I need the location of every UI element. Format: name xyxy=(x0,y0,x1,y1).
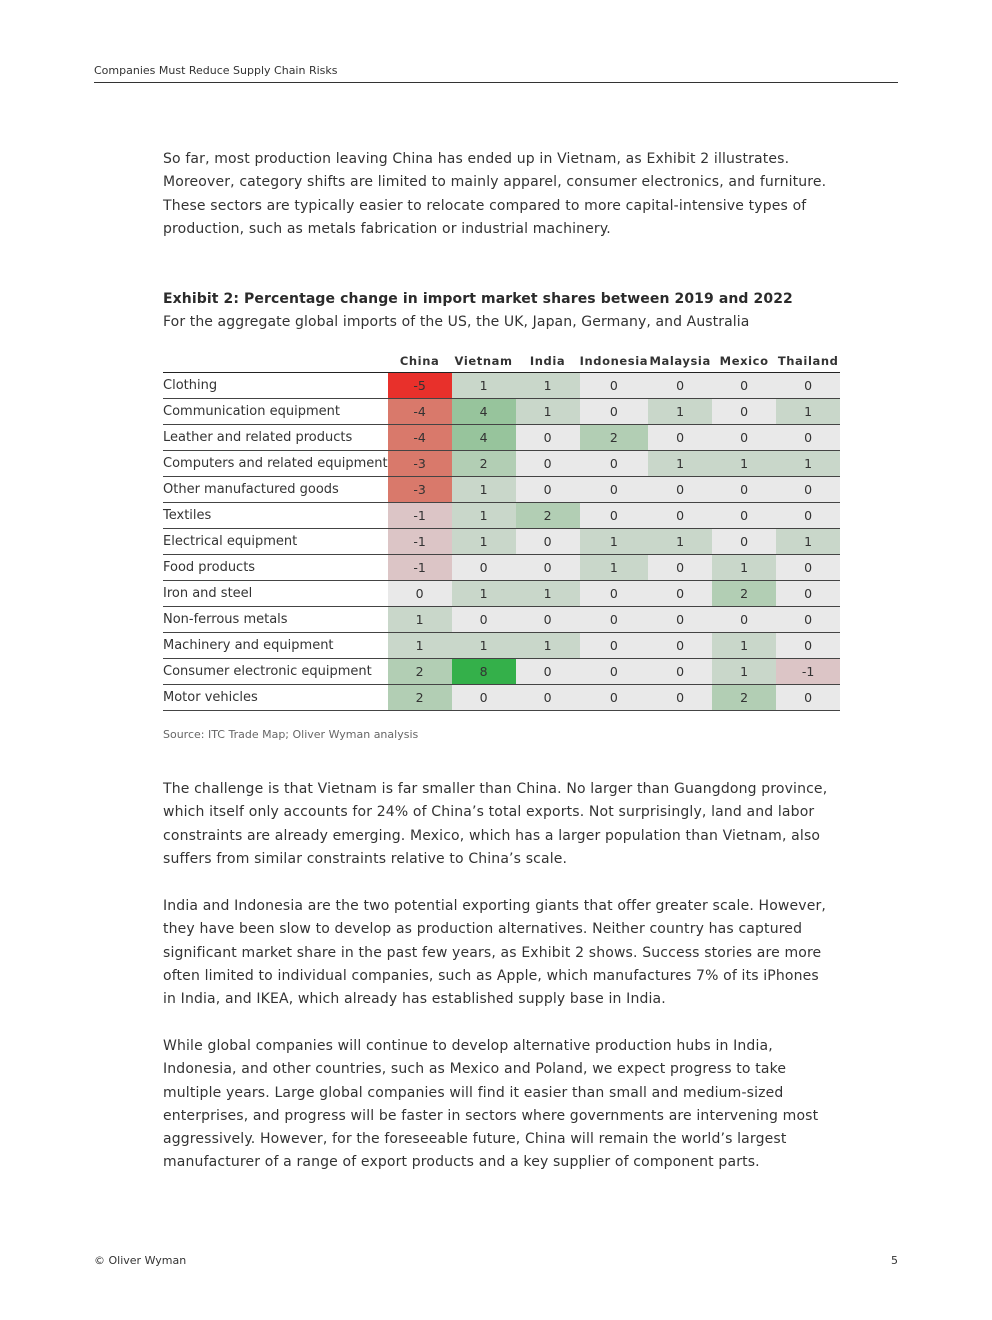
table-row xyxy=(163,451,840,477)
value-cell-indonesia: 0 xyxy=(580,503,649,529)
value-cell-china: 0 xyxy=(388,581,452,607)
table-row xyxy=(163,477,840,503)
paragraph-vietnam-scale: The challenge is that Vietnam is far smaller than China. No larger than Guangdong province, which itself only accounts for 24% of China’s total exports. Not surprisingly, land and labor constraints are already emerging. Mexico, which has a larger population than Vietnam, also suffers from similar constraints relative to China’s scale. xyxy=(163,781,828,867)
value-cell-china: 2 xyxy=(388,685,452,711)
value-cell-malaysia: 1 xyxy=(648,451,712,477)
value-cell-vietnam: 1 xyxy=(452,477,516,503)
value-cell-malaysia: 1 xyxy=(648,399,712,425)
value-cell-malaysia: 0 xyxy=(648,607,712,633)
value-cell-malaysia: 0 xyxy=(648,633,712,659)
column-header-mexico: Mexico xyxy=(712,350,776,373)
value-cell-china: -4 xyxy=(388,399,452,425)
table-row xyxy=(163,399,840,425)
market-share-table xyxy=(163,350,840,711)
value-cell-india: 2 xyxy=(516,503,580,529)
value-cell-indonesia: 0 xyxy=(580,607,649,633)
value-cell-india: 1 xyxy=(516,633,580,659)
value-cell-china: 1 xyxy=(388,607,452,633)
column-header-india: India xyxy=(516,350,580,373)
value-cell-mexico: 1 xyxy=(712,451,776,477)
value-cell-india: 0 xyxy=(516,685,580,711)
value-cell-mexico: 0 xyxy=(712,399,776,425)
value-cell-thailand: -1 xyxy=(776,659,840,685)
row-label: Consumer electronic equipment xyxy=(163,659,388,685)
row-label: Electrical equipment xyxy=(163,529,388,555)
value-cell-malaysia: 0 xyxy=(648,659,712,685)
table-row xyxy=(163,581,840,607)
value-cell-india: 1 xyxy=(516,581,580,607)
exhibit-title: Exhibit 2: Percentage change in import market shares between 2019 and 2022 xyxy=(163,291,793,307)
value-cell-malaysia: 0 xyxy=(648,425,712,451)
value-cell-mexico: 0 xyxy=(712,425,776,451)
page-number: 5 xyxy=(891,1254,898,1267)
value-cell-india: 0 xyxy=(516,607,580,633)
value-cell-china: 2 xyxy=(388,659,452,685)
source-note: Source: ITC Trade Map; Oliver Wyman analysis xyxy=(163,728,419,741)
table-row xyxy=(163,373,840,399)
value-cell-malaysia: 0 xyxy=(648,685,712,711)
value-cell-indonesia: 0 xyxy=(580,451,649,477)
value-cell-malaysia: 0 xyxy=(648,503,712,529)
value-cell-india: 0 xyxy=(516,529,580,555)
value-cell-vietnam: 4 xyxy=(452,425,516,451)
value-cell-malaysia: 0 xyxy=(648,373,712,399)
value-cell-china: -3 xyxy=(388,451,452,477)
value-cell-vietnam: 1 xyxy=(452,373,516,399)
row-label: Machinery and equipment xyxy=(163,633,388,659)
value-cell-indonesia: 0 xyxy=(580,477,649,503)
column-header-malaysia: Malaysia xyxy=(648,350,712,373)
value-cell-thailand: 0 xyxy=(776,373,840,399)
value-cell-mexico: 0 xyxy=(712,477,776,503)
value-cell-vietnam: 0 xyxy=(452,555,516,581)
value-cell-thailand: 0 xyxy=(776,555,840,581)
exhibit-subtitle: For the aggregate global imports of the US, the UK, Japan, Germany, and Australia xyxy=(163,314,750,330)
value-cell-india: 0 xyxy=(516,659,580,685)
row-label: Leather and related products xyxy=(163,425,388,451)
value-cell-india: 0 xyxy=(516,477,580,503)
table-row xyxy=(163,633,840,659)
value-cell-mexico: 1 xyxy=(712,555,776,581)
table-header-blank xyxy=(163,350,388,373)
value-cell-thailand: 0 xyxy=(776,685,840,711)
value-cell-vietnam: 0 xyxy=(452,685,516,711)
paragraph-outlook: While global companies will continue to develop alternative production hubs in India, Indonesia, and other countries, such as Mexico and Poland, we expect progress to take multiple years. Large global companies will find it easier than small and medium-sized enterprises, and progress will be faster in sectors where governments are intervening most aggressively. However, for the foreseeable future, China will remain the world’s largest manufacturer of a range of export products and a key supplier of component parts. xyxy=(163,1038,819,1171)
value-cell-thailand: 0 xyxy=(776,633,840,659)
value-cell-indonesia: 1 xyxy=(580,555,649,581)
table-row xyxy=(163,503,840,529)
value-cell-malaysia: 0 xyxy=(648,477,712,503)
row-label: Textiles xyxy=(163,503,388,529)
value-cell-china: -3 xyxy=(388,477,452,503)
value-cell-mexico: 0 xyxy=(712,607,776,633)
value-cell-vietnam: 1 xyxy=(452,503,516,529)
value-cell-thailand: 0 xyxy=(776,477,840,503)
table-header-row xyxy=(163,350,840,373)
value-cell-india: 0 xyxy=(516,451,580,477)
running-header: Companies Must Reduce Supply Chain Risks xyxy=(94,64,898,83)
footer-copyright: © Oliver Wyman xyxy=(94,1254,187,1267)
row-label: Communication equipment xyxy=(163,399,388,425)
value-cell-vietnam: 1 xyxy=(452,581,516,607)
table-row xyxy=(163,659,840,685)
value-cell-indonesia: 0 xyxy=(580,633,649,659)
value-cell-mexico: 0 xyxy=(712,503,776,529)
table-row xyxy=(163,607,840,633)
value-cell-malaysia: 0 xyxy=(648,555,712,581)
table-row xyxy=(163,529,840,555)
value-cell-india: 0 xyxy=(516,555,580,581)
value-cell-thailand: 1 xyxy=(776,451,840,477)
value-cell-mexico: 2 xyxy=(712,685,776,711)
value-cell-vietnam: 4 xyxy=(452,399,516,425)
value-cell-indonesia: 0 xyxy=(580,685,649,711)
value-cell-india: 0 xyxy=(516,425,580,451)
value-cell-thailand: 1 xyxy=(776,529,840,555)
value-cell-indonesia: 0 xyxy=(580,373,649,399)
value-cell-mexico: 0 xyxy=(712,529,776,555)
value-cell-thailand: 0 xyxy=(776,425,840,451)
value-cell-vietnam: 1 xyxy=(452,529,516,555)
value-cell-mexico: 0 xyxy=(712,373,776,399)
value-cell-thailand: 0 xyxy=(776,607,840,633)
value-cell-malaysia: 1 xyxy=(648,529,712,555)
column-header-china: China xyxy=(388,350,452,373)
column-header-indonesia: Indonesia xyxy=(580,350,649,373)
intro-paragraph: So far, most production leaving China has ended up in Vietnam, as Exhibit 2 illustrates. Moreover, category shifts are limited to mainly apparel, consumer electronics, and furniture. These sectors are typically easier to relocate compared to more capital-intensive types of production, such as metals fabrication or industrial machinery. xyxy=(163,151,827,237)
value-cell-thailand: 1 xyxy=(776,399,840,425)
table-body xyxy=(163,373,840,711)
row-label: Motor vehicles xyxy=(163,685,388,711)
value-cell-vietnam: 8 xyxy=(452,659,516,685)
value-cell-china: -1 xyxy=(388,555,452,581)
value-cell-indonesia: 1 xyxy=(580,529,649,555)
value-cell-indonesia: 0 xyxy=(580,659,649,685)
value-cell-china: -5 xyxy=(388,373,452,399)
value-cell-thailand: 0 xyxy=(776,503,840,529)
column-header-vietnam: Vietnam xyxy=(452,350,516,373)
value-cell-india: 1 xyxy=(516,373,580,399)
table-row xyxy=(163,555,840,581)
value-cell-malaysia: 0 xyxy=(648,581,712,607)
value-cell-indonesia: 0 xyxy=(580,399,649,425)
row-label: Computers and related equipment xyxy=(163,451,388,477)
column-header-thailand: Thailand xyxy=(776,350,840,373)
value-cell-thailand: 0 xyxy=(776,581,840,607)
table-row xyxy=(163,425,840,451)
value-cell-china: -4 xyxy=(388,425,452,451)
value-cell-indonesia: 0 xyxy=(580,581,649,607)
value-cell-vietnam: 2 xyxy=(452,451,516,477)
row-label: Clothing xyxy=(163,373,388,399)
row-label: Other manufactured goods xyxy=(163,477,388,503)
paragraph-india-indonesia: India and Indonesia are the two potential exporting giants that offer greater scale. However, they have been slow to develop as production alternatives. Neither country has captured significant market share in the past few years, as Exhibit 2 shows. Success stories are more often limited to individual companies, such as Apple, which manufactures 7% of its iPhones in India, and IKEA, which already has established supply base in India. xyxy=(163,898,827,1008)
row-label: Food products xyxy=(163,555,388,581)
value-cell-vietnam: 0 xyxy=(452,607,516,633)
value-cell-mexico: 1 xyxy=(712,659,776,685)
table-row xyxy=(163,685,840,711)
value-cell-india: 1 xyxy=(516,399,580,425)
value-cell-indonesia: 2 xyxy=(580,425,649,451)
row-label: Non-ferrous metals xyxy=(163,607,388,633)
value-cell-mexico: 2 xyxy=(712,581,776,607)
value-cell-china: -1 xyxy=(388,503,452,529)
row-label: Iron and steel xyxy=(163,581,388,607)
value-cell-china: -1 xyxy=(388,529,452,555)
value-cell-mexico: 1 xyxy=(712,633,776,659)
value-cell-vietnam: 1 xyxy=(452,633,516,659)
value-cell-china: 1 xyxy=(388,633,452,659)
